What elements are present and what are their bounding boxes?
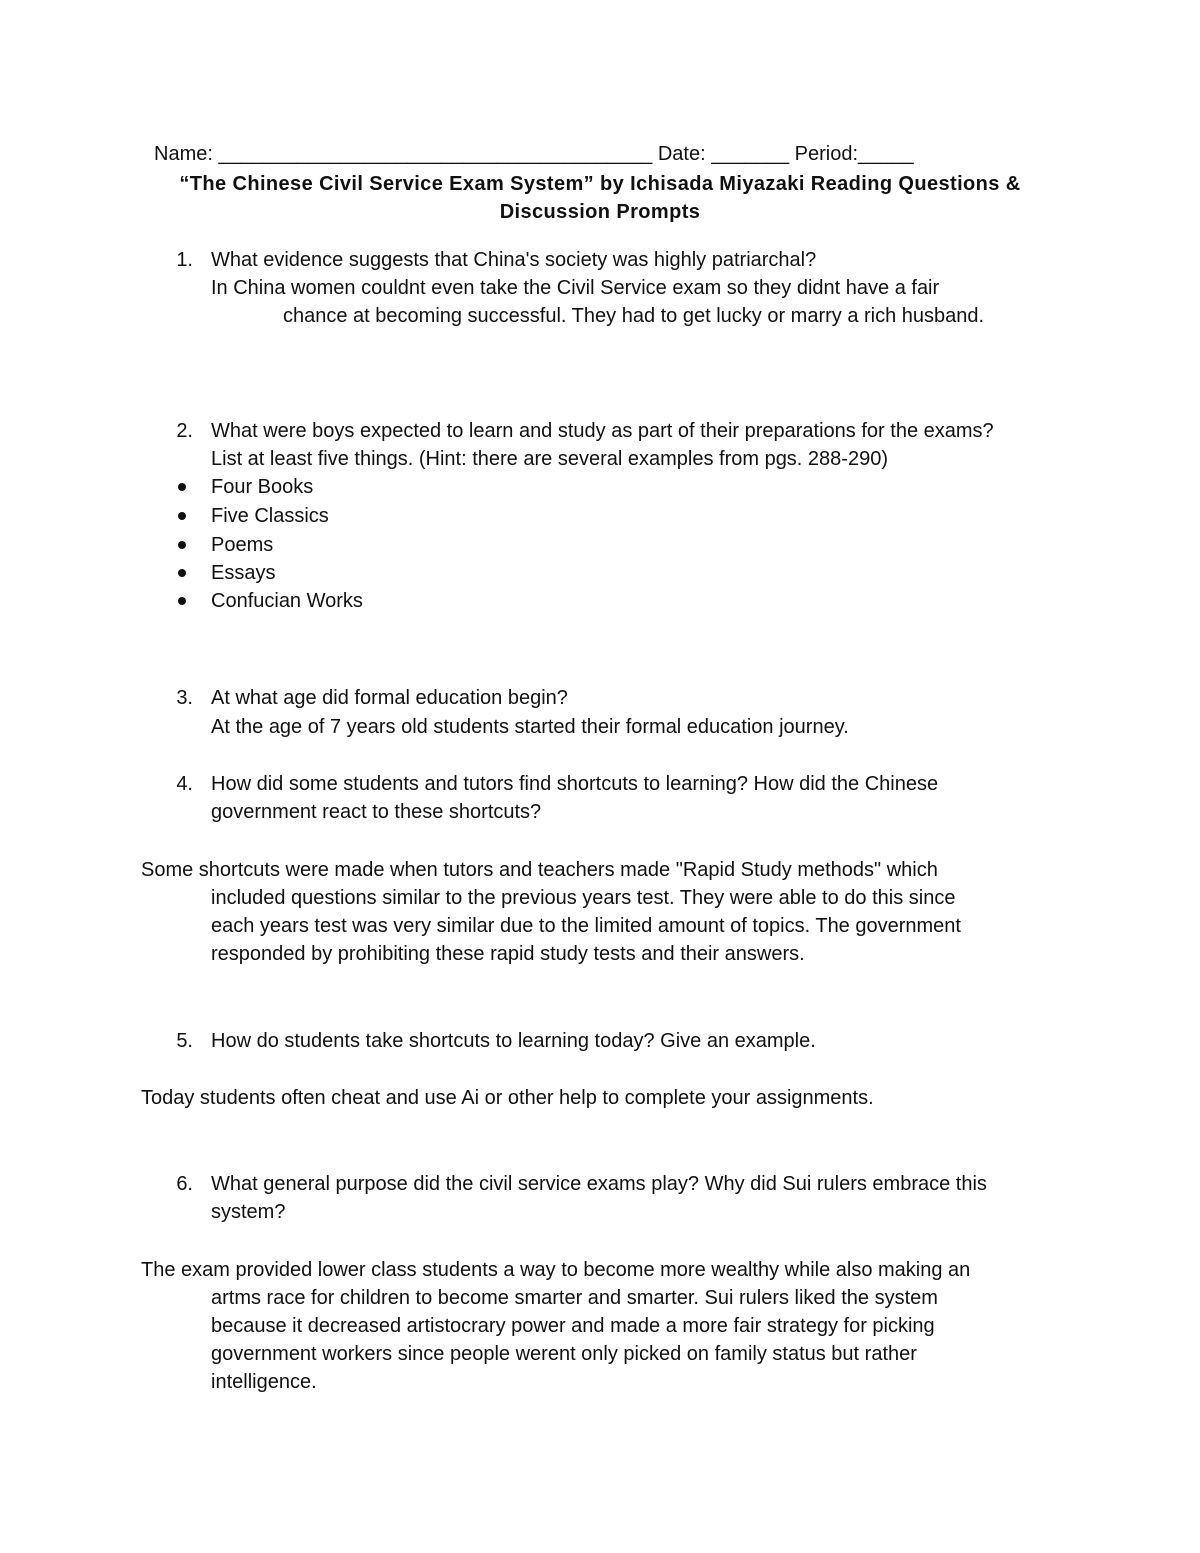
q1-answer-line-2: chance at becoming successful. They had to get lucky or marry a rich husband. [283,305,985,327]
bullet-dot-icon [178,541,186,549]
q5-question: How do students take shortcuts to learning today? Give an example. [211,1030,816,1052]
q5-number: 5. [176,1030,193,1052]
bullet-dot-icon [178,597,186,605]
q2-question-line-1: What were boys expected to learn and study as part of their preparations for the exams? [211,420,994,442]
period-blank: _____ [858,143,914,165]
q4-answer-line-1: Some shortcuts were made when tutors and teachers made "Rapid Study methods" which [141,859,938,881]
q6-number: 6. [176,1173,193,1195]
q2-bullet-item: Poems [211,534,274,556]
date-blank: _______ [711,143,790,165]
q2-bullet-item: Five Classics [211,505,329,527]
q1-number: 1. [176,249,193,271]
q1-answer-line-1: In China women couldnt even take the Civil Service exam so they didnt have a fair [211,277,940,299]
q2-bullet-item: Four Books [211,476,314,498]
name-blank: _______________________________________ [218,143,653,165]
q6-answer-line-2: artms race for children to become smarter and smarter. Sui rulers liked the system [211,1287,938,1309]
q2-bullet-item: Confucian Works [211,590,363,612]
q1-question: What evidence suggests that China's society was highly patriarchal? [211,249,817,271]
q3-question: At what age did formal education begin? [211,687,568,709]
q2-bullet-item: Essays [211,562,276,584]
bullet-dot-icon [178,483,186,491]
q6-question-line-2: system? [211,1201,286,1223]
bullet-dot-icon [178,569,186,577]
q6-answer-line-3: because it decreased artistocrary power and made a more fair strategy for picking [211,1315,935,1337]
q4-question-line-1: How did some students and tutors find shortcuts to learning? How did the Chinese [211,773,939,795]
title-line-2: Discussion Prompts [499,201,701,223]
title-line-1: “The Chinese Civil Service Exam System” by Ichisada Miyazaki Reading Questions & [179,173,1021,195]
q5-answer: Today students often cheat and use Ai or other help to complete your assignments. [141,1087,874,1109]
q6-answer-line-1: The exam provided lower class students a way to become more wealthy while also making an [141,1259,971,1281]
q4-answer-line-4: responded by prohibiting these rapid study tests and their answers. [211,943,805,965]
q6-answer-line-4: government workers since people werent only picked on family status but rather [211,1343,917,1365]
bullet-dot-icon [178,512,186,520]
name-label: Name: [154,143,213,165]
q6-question-line-1: What general purpose did the civil service exams play? Why did Sui rulers embrace this [211,1173,987,1195]
q4-answer-line-2: included questions similar to the previous years test. They were able to do this since [211,887,956,909]
period-label: Period: [794,143,859,165]
q3-answer: At the age of 7 years old students started their formal education journey. [211,716,849,738]
q3-number: 3. [176,687,193,709]
q2-question-line-2: List at least five things. (Hint: there are several examples from pgs. 288-290) [211,448,888,470]
date-label: Date: [657,143,706,165]
q2-number: 2. [176,420,193,442]
header-row [154,140,914,168]
q4-answer-line-3: each years test was very similar due to the limited amount of topics. The government [211,915,961,937]
q4-question-line-2: government react to these shortcuts? [211,801,542,823]
q6-answer-line-5: intelligence. [211,1371,317,1393]
q4-number: 4. [176,773,193,795]
